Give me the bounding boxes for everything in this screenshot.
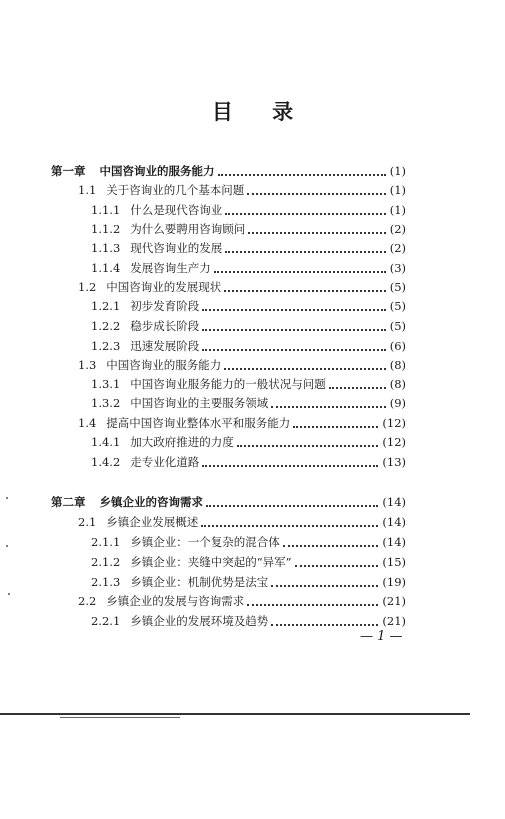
toc-entry-number: 1.2.2: [91, 319, 121, 333]
toc-entry[interactable]: [91, 532, 406, 552]
toc-entry-page: (14): [382, 515, 406, 529]
toc-entry-title: 加大政府推进的力度: [130, 435, 234, 449]
toc-entry-title: 中国咨询业服务能力的一般状况与问题: [130, 377, 326, 391]
toc-entry-title: 发展咨询生产力: [130, 261, 211, 275]
toc-entry-page: (14): [382, 495, 406, 509]
dot-leader: [283, 544, 379, 547]
toc-entry-title: 稳步成长阶段: [130, 319, 200, 333]
scan-speck: [6, 497, 8, 499]
toc-entry-page: (21): [382, 614, 406, 628]
toc-entry[interactable]: [78, 591, 406, 611]
toc-entry[interactable]: [91, 200, 406, 220]
toc-entry-number: 1.4: [78, 416, 97, 430]
toc-entry-number: 1.4.1: [91, 435, 121, 449]
toc-entry-number: 1.2.1: [91, 299, 121, 313]
toc-entry-page: (5): [389, 280, 406, 294]
toc-entry[interactable]: [91, 552, 406, 572]
dot-leader: [271, 405, 385, 408]
toc-entry[interactable]: [78, 512, 406, 532]
toc-entry-number: 2.1.1: [91, 535, 121, 549]
scan-speck: [8, 593, 10, 595]
toc-entry-page: (12): [382, 435, 406, 449]
dot-leader: [202, 464, 378, 467]
toc-entry-title: 乡镇企业发展概述: [106, 515, 199, 529]
toc-entry-page: (14): [382, 535, 406, 549]
toc-entry-number: 1.1.1: [91, 203, 121, 217]
toc-entry[interactable]: [78, 180, 406, 200]
toc-entry[interactable]: [91, 316, 406, 336]
toc-entry[interactable]: [91, 374, 406, 394]
toc-entry[interactable]: [91, 432, 406, 452]
toc-entry-title: 乡镇企业的咨询需求: [99, 495, 203, 509]
toc-entry-title: 乡镇企业：一个复杂的混合体: [130, 535, 280, 549]
dot-leader: [202, 328, 385, 331]
toc-entry-title: 什么是现代咨询业: [130, 203, 223, 217]
dot-leader: [201, 524, 378, 527]
toc-entry-number: 1.3: [78, 358, 97, 372]
dot-leader: [225, 250, 385, 253]
toc-entry-page: (12): [382, 416, 406, 430]
toc-entry-number: 1.1.4: [91, 261, 121, 275]
toc-entry-number: 1.1: [78, 183, 97, 197]
toc-entry[interactable]: [78, 413, 406, 433]
toc-entry[interactable]: [91, 572, 406, 592]
dot-leader: [202, 348, 385, 351]
toc-entry-page: (1): [389, 164, 406, 178]
toc-entry-number: 1.2.3: [91, 339, 121, 353]
toc-entry-page: (6): [389, 339, 406, 353]
toc-entry-title: 迅速发展阶段: [130, 339, 200, 353]
toc-entry-page: (13): [382, 455, 406, 469]
toc-entry-title: 乡镇企业的发展环境及趋势: [130, 614, 269, 628]
toc-entry-title: 提高中国咨询业整体水平和服务能力: [106, 416, 291, 430]
toc-entry-title: 中国咨询业的发展现状: [106, 280, 222, 294]
toc-entry-page: (8): [389, 358, 406, 372]
toc-entry-number: 1.4.2: [91, 455, 121, 469]
toc-entry-title: 初步发育阶段: [130, 299, 200, 313]
bottom-rule: [0, 713, 470, 715]
toc-entry-number: 2.1: [78, 515, 97, 529]
dot-leader: [218, 173, 386, 176]
toc-entry[interactable]: [78, 355, 406, 375]
page-title: 目 录: [211, 100, 310, 124]
toc-entry-number: 2.2: [78, 594, 97, 608]
toc-entry-title: 为什么要聘用咨询顾问: [130, 222, 246, 236]
toc-entry-title: 走专业化道路: [130, 455, 200, 469]
toc-entry[interactable]: [91, 336, 406, 356]
toc-entry-page: (15): [382, 555, 406, 569]
toc-entry-title: 乡镇企业：机制优势是法宝: [130, 575, 269, 589]
page-number: — 1 —: [360, 629, 403, 644]
toc-entry-page: (21): [382, 594, 406, 608]
toc-entry-number: 2.1.3: [91, 575, 121, 589]
dot-leader: [214, 270, 386, 273]
dot-leader: [202, 308, 385, 311]
toc-entry[interactable]: [91, 611, 406, 631]
toc-entry[interactable]: [51, 161, 406, 181]
toc-entry-number: 第一章: [51, 164, 86, 178]
toc-entry-number: 1.3.2: [91, 396, 121, 410]
toc-entry-page: (5): [389, 319, 406, 333]
toc-entry-title: 关于咨询业的几个基本问题: [106, 183, 245, 197]
dot-leader: [206, 504, 378, 507]
toc-entry[interactable]: [91, 296, 406, 316]
toc-entry-title: 现代咨询业的发展: [130, 241, 223, 255]
dot-leader: [329, 386, 386, 389]
toc-entry-page: (8): [389, 377, 406, 391]
toc-entry-page: (1): [389, 183, 406, 197]
bottom-rule-shadow: [60, 717, 180, 718]
toc-entry-number: 1.2: [78, 280, 97, 294]
toc-entry-title: 中国咨询业的服务能力: [99, 164, 215, 178]
toc-entry-page: (9): [389, 396, 406, 410]
toc-entry-page: (1): [389, 203, 406, 217]
toc-entry-page: (3): [389, 261, 406, 275]
dot-leader: [248, 231, 385, 234]
toc-entry-page: (2): [389, 222, 406, 236]
toc-entry[interactable]: [91, 219, 406, 239]
dot-leader: [271, 623, 378, 626]
dot-leader: [247, 603, 378, 606]
toc-entry-title: 中国咨询业的服务能力: [106, 358, 222, 372]
dot-leader: [224, 367, 385, 370]
toc-entry-number: 2.1.2: [91, 555, 121, 569]
toc-entry[interactable]: [91, 452, 406, 472]
dot-leader: [293, 425, 378, 428]
toc-entry-number: 2.2.1: [91, 614, 121, 628]
toc-entry[interactable]: [51, 492, 406, 512]
toc-entry[interactable]: [91, 258, 406, 278]
toc-entry-page: (5): [389, 299, 406, 313]
toc-entry-number: 第二章: [51, 495, 86, 509]
dot-leader: [225, 212, 385, 215]
dot-leader: [295, 564, 379, 567]
toc-entry-number: 1.1.3: [91, 241, 121, 255]
toc-entry[interactable]: [78, 277, 406, 297]
toc-entry[interactable]: [91, 393, 406, 413]
dot-leader: [271, 584, 378, 587]
dot-leader: [224, 289, 385, 292]
toc-entry[interactable]: [91, 238, 406, 258]
dot-leader: [237, 444, 379, 447]
scan-speck: [6, 545, 8, 547]
toc-entry-title: 乡镇企业的发展与咨询需求: [106, 594, 245, 608]
toc-entry-title: 乡镇企业：夹缝中突起的“异军”: [130, 555, 292, 569]
toc-entry-title: 中国咨询业的主要服务领域: [130, 396, 269, 410]
dot-leader: [247, 192, 385, 195]
toc-entry-number: 1.1.2: [91, 222, 121, 236]
toc-entry-page: (19): [382, 575, 406, 589]
toc-entry-number: 1.3.1: [91, 377, 121, 391]
toc-entry-page: (2): [389, 241, 406, 255]
